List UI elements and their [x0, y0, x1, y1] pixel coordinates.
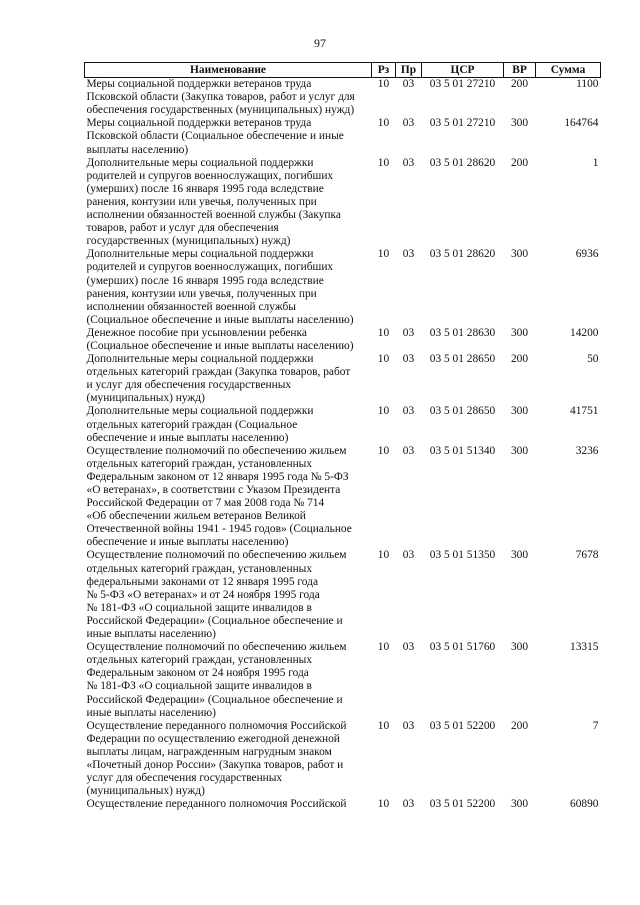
name-line: Меры социальной поддержки ветеранов труда	[86, 78, 312, 91]
cell-sum: 7	[592, 719, 599, 732]
cell-name	[85, 405, 372, 444]
cell-name	[85, 248, 372, 327]
cell-rz: 10	[377, 719, 390, 732]
name-line: Российской Федерации» (Социальное обеспечение и	[86, 693, 343, 706]
cell-sum: 6936	[575, 248, 599, 261]
name-line: отдельных категорий граждан (Закупка товаров, работ	[86, 366, 351, 379]
cell-vr: 200	[510, 78, 529, 91]
name-line: № 5-ФЗ «О ветеранах» и от 24 ноября 1995 года	[86, 588, 320, 601]
name-line: родителей и супругов военнослужащих, погибших	[86, 169, 334, 182]
header-pr: Пр	[396, 63, 422, 78]
cell-csr: 03 5 01 27210	[429, 117, 496, 130]
cell-vr: 300	[510, 549, 529, 562]
table-row	[85, 157, 601, 249]
name-line: «Об обеспечении жильем ветеранов Великой	[86, 510, 306, 523]
name-line: иные выплаты населению)	[86, 706, 216, 719]
cell-vr: 200	[510, 353, 529, 366]
name-line: выплаты населению)	[86, 143, 189, 156]
cell-vr: 300	[510, 444, 529, 457]
cell-rz: 10	[377, 444, 390, 457]
cell-pr: 03	[402, 353, 415, 366]
name-line: Псковской области (Закупка товаров, работ и услуг для	[86, 91, 355, 104]
cell-sum: 1	[592, 156, 599, 169]
table-row	[85, 78, 601, 118]
cell-name	[85, 327, 372, 353]
cell-csr: 03 5 01 51760	[429, 641, 496, 654]
name-line: Федеральным законом от 12 января 1995 года № 5-ФЗ	[86, 470, 349, 483]
name-line: выплаты лицам, награжденным нагрудным знаком	[86, 745, 332, 758]
cell-rz: 10	[377, 353, 390, 366]
cell-pr: 03	[402, 326, 415, 339]
name-line: Денежное пособие при усыновлении ребенка	[86, 326, 307, 339]
cell-sum: 41751	[570, 405, 599, 418]
cell-pr: 03	[402, 156, 415, 169]
name-line: (муниципальных) нужд)	[86, 785, 205, 798]
cell-sum: 3236	[575, 444, 599, 457]
name-line: № 181-ФЗ «О социальной защите инвалидов в	[86, 601, 312, 614]
cell-csr: 03 5 01 28620	[429, 248, 496, 261]
name-line: исполнении обязанностей военной службы (Закупка	[86, 209, 341, 222]
header-vr: ВР	[504, 63, 536, 78]
name-line: (Социальное обеспечение и иные выплаты населению)	[86, 339, 354, 352]
header-name: Наименование	[85, 63, 372, 78]
cell-rz: 10	[377, 641, 390, 654]
table-row	[85, 798, 601, 811]
cell-pr: 03	[402, 444, 415, 457]
cell-sum: 1100	[576, 78, 599, 91]
name-line: Федеральным законом от 24 ноября 1995 года	[86, 667, 309, 680]
cell-rz: 10	[377, 156, 390, 169]
cell-sum: 164764	[564, 117, 599, 130]
name-line: Осуществление полномочий по обеспечению жильем	[86, 641, 347, 654]
budget-table	[84, 62, 601, 811]
name-line: Российской Федерации» (Социальное обеспечение и	[86, 614, 343, 627]
cell-vr: 300	[510, 641, 529, 654]
cell-pr: 03	[402, 549, 415, 562]
table-header-row	[85, 63, 601, 78]
cell-csr: 03 5 01 51340	[429, 444, 496, 457]
name-line: Дополнительные меры социальной поддержки	[86, 248, 314, 261]
cell-pr: 03	[402, 798, 415, 811]
header-csr: ЦСР	[422, 63, 504, 78]
name-line: Дополнительные меры социальной поддержки	[86, 405, 314, 418]
name-line: ранения, контузии или увечья, полученных при	[86, 195, 317, 208]
name-line: Меры социальной поддержки ветеранов труда	[86, 117, 312, 130]
cell-pr: 03	[402, 248, 415, 261]
name-line: Осуществление полномочий по обеспечению жильем	[86, 444, 347, 457]
cell-name	[85, 549, 372, 641]
table-row	[85, 641, 601, 720]
cell-csr: 03 5 01 27210	[429, 78, 496, 91]
cell-csr: 03 5 01 28620	[429, 156, 496, 169]
name-line: и услуг для обеспечения государственных	[86, 379, 292, 392]
cell-pr: 03	[402, 719, 415, 732]
cell-csr: 03 5 01 28650	[429, 405, 496, 418]
cell-rz: 10	[377, 405, 390, 418]
name-line: «О ветеранах», в соответствии с Указом Президента	[86, 484, 341, 496]
name-line: отдельных категорий граждан, установленных	[86, 457, 313, 470]
name-line: товаров, работ и услуг для обеспечения	[86, 222, 279, 235]
cell-rz: 10	[377, 798, 390, 811]
cell-name	[85, 798, 372, 811]
table-row	[85, 720, 601, 799]
name-line: федеральными законами от 12 января 1995 года	[86, 575, 319, 588]
name-line: (Социальное обеспечение и иные выплаты населению)	[86, 313, 354, 326]
cell-rz: 10	[377, 248, 390, 261]
cell-rz: 10	[377, 117, 390, 130]
cell-rz: 10	[377, 549, 390, 562]
name-line: родителей и супругов военнослужащих, погибших	[86, 261, 334, 274]
cell-name	[85, 157, 372, 249]
cell-pr: 03	[402, 641, 415, 654]
cell-vr: 200	[510, 156, 529, 169]
cell-vr: 300	[510, 405, 529, 418]
cell-name	[85, 445, 372, 550]
cell-name	[85, 720, 372, 799]
cell-csr: 03 5 01 52200	[429, 719, 496, 732]
cell-rz: 10	[377, 326, 390, 339]
page-number: 97	[314, 36, 326, 50]
cell-rz: 10	[377, 78, 390, 91]
cell-csr: 03 5 01 28650	[429, 353, 496, 366]
name-line: отдельных категорий граждан, установленных	[86, 562, 313, 575]
cell-pr: 03	[402, 78, 415, 91]
header-sum: Сумма	[536, 63, 601, 78]
name-line: Российской Федерации от 7 мая 2008 года № 714	[86, 497, 325, 510]
cell-sum: 13315	[570, 641, 599, 654]
name-line: ранения, контузии или увечья, полученных при	[86, 287, 317, 300]
cell-sum: 7678	[575, 549, 599, 562]
name-line: услуг для обеспечения государственных	[86, 772, 283, 785]
cell-csr: 03 5 01 28630	[429, 326, 496, 339]
table-row	[85, 117, 601, 156]
cell-vr: 300	[510, 798, 529, 811]
cell-vr: 300	[510, 248, 529, 261]
cell-pr: 03	[402, 405, 415, 418]
name-line: обеспечение и иные выплаты населению)	[86, 431, 289, 444]
cell-vr: 300	[510, 326, 529, 339]
name-line: государственных (муниципальных) нужд)	[86, 235, 291, 248]
cell-name	[85, 353, 372, 405]
table-row	[85, 248, 601, 327]
name-line: (муниципальных) нужд)	[86, 392, 205, 405]
name-line: исполнении обязанностей военной службы	[86, 300, 296, 313]
table-row	[85, 353, 601, 405]
name-line: обеспечения государственных (муниципальных) нужд)	[86, 104, 355, 117]
cell-sum: 60890	[570, 798, 599, 811]
name-line: отдельных категорий граждан (Социальное	[86, 418, 298, 431]
cell-csr: 03 5 01 51350	[429, 549, 496, 562]
name-line: «Почетный донор России» (Закупка товаров, работ и	[86, 758, 344, 771]
name-line: Федерации по осуществлению ежегодной денежной	[86, 732, 340, 745]
name-line: Отечественной войны 1941 - 1945 годов» (Социальное	[86, 523, 352, 536]
cell-name	[85, 641, 372, 720]
cell-csr: 03 5 01 52200	[429, 798, 496, 811]
cell-sum: 14200	[570, 326, 599, 339]
cell-pr: 03	[402, 117, 415, 130]
name-line: Дополнительные меры социальной поддержки	[86, 156, 314, 169]
cell-vr: 200	[510, 719, 529, 732]
name-line: Дополнительные меры социальной поддержки	[86, 353, 314, 366]
cell-sum: 50	[587, 353, 599, 366]
table-row	[85, 445, 601, 550]
table-row	[85, 549, 601, 641]
name-line: Осуществление переданного полномочия Российской	[86, 719, 347, 732]
cell-vr: 300	[510, 117, 529, 130]
name-line: иные выплаты населению)	[86, 628, 216, 641]
name-line: отдельных категорий граждан, установленных	[86, 654, 313, 667]
cell-name	[85, 117, 372, 156]
name-line: Осуществление переданного полномочия Российской	[86, 798, 347, 811]
cell-name	[85, 78, 372, 118]
table-row	[85, 405, 601, 444]
name-line: обеспечение и иные выплаты населению)	[86, 536, 289, 549]
name-line: (умерших) после 16 января 1995 года вследствие	[86, 274, 324, 287]
name-line: Псковской области (Социальное обеспечение и иные	[86, 130, 344, 143]
name-line: № 181-ФЗ «О социальной защите инвалидов в	[86, 680, 312, 693]
header-rz: Рз	[372, 63, 396, 78]
table-row	[85, 327, 601, 353]
name-line: (умерших) после 16 января 1995 года вследствие	[86, 182, 324, 195]
name-line: Осуществление полномочий по обеспечению жильем	[86, 549, 347, 562]
table-body	[85, 78, 601, 812]
